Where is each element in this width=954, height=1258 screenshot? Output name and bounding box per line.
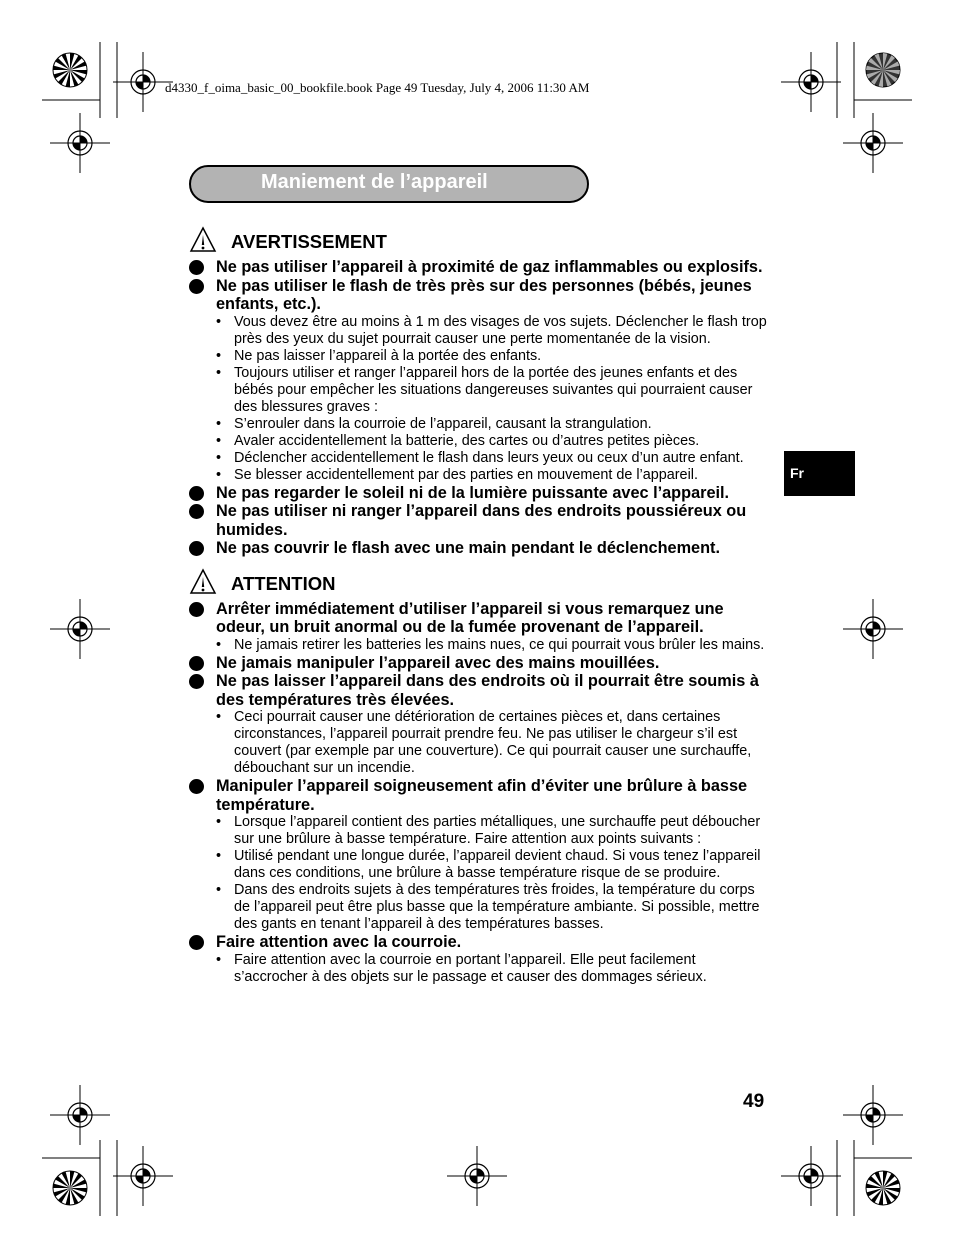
bullet-dot-icon: [189, 260, 204, 275]
print-header-line: d4330_f_oima_basic_00_bookfile.book Page 49 Tuesday, July 4, 2006 11:30 AM: [165, 80, 590, 95]
list-item: [189, 258, 769, 277]
bullet-dot-icon: [189, 541, 204, 556]
sub-list-item: • Utilisé pendant une longue durée, l’appareil devient chaud. Si vous tenez l’appareil dans ces conditions, une brûlure à basse température risque de se produire.: [189, 848, 769, 882]
sub-list-item: • Ne jamais retirer les batteries les mains nues, ce qui pourrait vous brûler les mains.: [189, 637, 769, 654]
list-item-text: Ne pas utiliser ni ranger l’appareil dans des endroits poussiéreux ou humides.: [216, 502, 747, 539]
section-heading-label: AVERTISSEMENT: [231, 231, 387, 252]
list-item: [189, 600, 769, 637]
list-item-text: Ne pas couvrir le flash avec une main pendant le déclenchement.: [216, 539, 720, 557]
sub-list: [189, 952, 769, 986]
sub-list-item: • Vous devez être au moins à 1 m des visages de vos sujets. Déclencher le flash trop près des yeux du sujet pourrait causer une perte momentanée de la vision.: [189, 314, 769, 348]
list-item-text: Ne jamais manipuler l’appareil avec des mains mouillées.: [216, 653, 660, 672]
list-item: [189, 777, 769, 814]
sub-list-item: • Ne pas laisser l’appareil à la portée des enfants.: [189, 348, 769, 365]
list-item-text: Ne pas utiliser l’appareil à proximité de gaz inflammables ou explosifs.: [216, 258, 763, 276]
sub-list-item: • Déclencher accidentellement le flash dans leurs yeux ou ceux d’un autre enfant.: [189, 450, 769, 467]
bullet-dot-icon: [189, 779, 204, 794]
list-item: [189, 539, 769, 558]
list-item: [189, 484, 769, 503]
list-item-text: Arrêter immédiatement d’utiliser l’appareil si vous remarquez une odeur, un bruit anormal ou de la fumée provenant de l’appareil.: [216, 599, 724, 636]
list-item-text: Manipuler l’appareil soigneusement afin d’éviter une brûlure à basse température.: [216, 777, 748, 814]
list-item: [189, 672, 769, 709]
sub-list-item: • Ceci pourrait causer une détérioration de certaines pièces et, dans certaines circonstances, l’appareil pourrait prendre feu. Ne pas utiliser le chargeur s’il est couvert (par exemple par une couverture). Ce qui pourrait causer une surchauffe, débouchant sur un incendie.: [189, 709, 769, 777]
sub-list: [189, 709, 769, 777]
list-item-text: Faire attention avec la courroie.: [216, 933, 462, 951]
sub-list-item: • Se blesser accidentellement par des parties en mouvement de l’appareil.: [189, 467, 769, 484]
list-item: [189, 277, 769, 314]
sub-list-item: • Faire attention avec la courroie en portant l’appareil. Elle peut facilement s’accrocher à des objets sur le passage et causer des dommages sérieux.: [189, 952, 769, 986]
page-number: 49: [743, 1091, 765, 1112]
list-item: [189, 502, 769, 539]
language-tab: [784, 451, 855, 496]
bullet-dot-icon: [189, 674, 204, 689]
bullet-dot-icon: [189, 602, 204, 617]
sub-list-item: • S’enrouler dans la courroie de l’appareil, causant la strangulation.: [189, 416, 769, 433]
list-item-text: Ne pas regarder le soleil ni de la lumière puissante avec l’appareil.: [216, 483, 730, 502]
bullet-dot-icon: [189, 935, 204, 950]
list-item-text: Ne pas utiliser le flash de très près sur des personnes (bébés, jeunes enfants, etc.).: [216, 276, 752, 313]
list-item-text: Ne pas laisser l’appareil dans des endroits où il pourrait être soumis à des températures très élevées.: [216, 672, 759, 709]
sub-list: [189, 637, 769, 654]
bullet-dot-icon: [189, 279, 204, 294]
bullet-dot-icon: [189, 504, 204, 519]
language-tab-label: Fr: [790, 465, 804, 481]
sub-list-item: • Avaler accidentellement la batterie, des cartes ou d’autres petites pièces.: [189, 433, 769, 450]
section-heading: [189, 226, 769, 258]
bullet-dot-icon: [189, 486, 204, 501]
sub-list-item: • Dans des endroits sujets à des températures très froides, la température du corps de l’appareil peut être plus basse que la température ambiante. Si possible, mettre des gants en tenant l’appareil à des températures basses.: [189, 882, 769, 933]
list-item: [189, 654, 769, 673]
sub-list: [189, 314, 769, 484]
bullet-dot-icon: [189, 656, 204, 671]
list-item: [189, 933, 769, 952]
section-heading: [189, 568, 769, 600]
safety-content: [189, 222, 769, 986]
section-heading-label: ATTENTION: [231, 572, 336, 594]
sub-list-item: • Toujours utiliser et ranger l’appareil hors de la portée des jeunes enfants et des bébés pour empêcher les situations dangereuses suivantes qui pourraient causer des blessures graves :: [189, 365, 769, 416]
page-title: Maniement de l’appareil: [261, 171, 488, 193]
page-title-banner: [189, 165, 589, 203]
sub-list: [189, 814, 769, 933]
sub-list-item: • Lorsque l’appareil contient des parties métalliques, une surchauffe peut déboucher sur une brûlure à basse température. Faire attention aux points suivants :: [189, 814, 769, 848]
